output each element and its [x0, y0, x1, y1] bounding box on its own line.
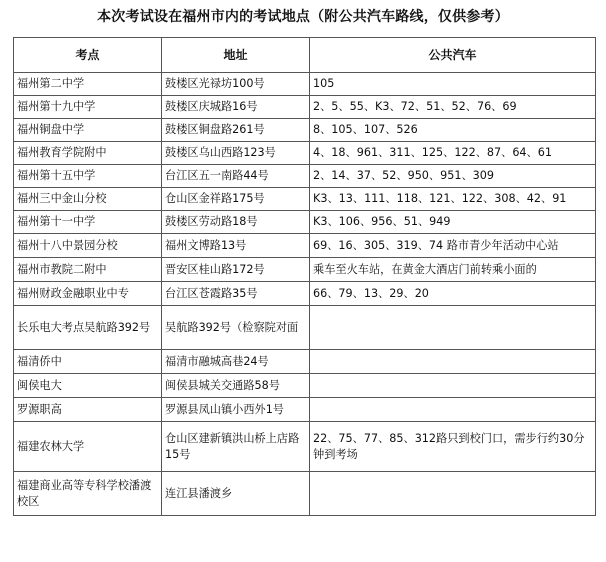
table-row — [14, 211, 596, 234]
header-address: 地址 — [162, 38, 310, 73]
table-header-row — [14, 38, 596, 73]
table-row — [14, 282, 596, 306]
table-row — [14, 258, 596, 282]
table-row — [14, 422, 596, 472]
site-cell: 福州十八中景园分校 — [14, 234, 162, 258]
site-cell: 福州第十九中学 — [14, 96, 162, 119]
address-cell: 晋安区桂山路172号 — [162, 258, 310, 282]
bus-cell — [310, 472, 596, 516]
address-cell: 台江区五一南路44号 — [162, 165, 310, 188]
site-cell: 福建商业高等专科学校潘渡校区 — [14, 472, 162, 516]
site-cell: 福州第十一中学 — [14, 211, 162, 234]
bus-cell: 2、5、55、K3、72、51、52、76、69 — [310, 96, 596, 119]
address-cell: 福州文博路13号 — [162, 234, 310, 258]
address-cell: 仓山区建新镇洪山桥上店路15号 — [162, 422, 310, 472]
address-cell: 仓山区金祥路175号 — [162, 188, 310, 211]
table-row — [14, 398, 596, 422]
bus-cell: 69、16、305、319、74 路市青少年活动中心站 — [310, 234, 596, 258]
site-cell: 福州财政金融职业中专 — [14, 282, 162, 306]
bus-cell: 2、14、37、52、950、951、309 — [310, 165, 596, 188]
header-bus: 公共汽车 — [310, 38, 596, 73]
table-row — [14, 188, 596, 211]
table-row — [14, 96, 596, 119]
table-row — [14, 119, 596, 142]
site-cell: 福州铜盘中学 — [14, 119, 162, 142]
page-title: 本次考试设在福州市内的考试地点（附公共汽车路线，仅供参考） — [97, 9, 509, 25]
table-row — [14, 142, 596, 165]
site-cell: 长乐电大考点吴航路392号 — [14, 306, 162, 350]
site-cell: 福州市教院二附中 — [14, 258, 162, 282]
bus-cell: 105 — [310, 73, 596, 96]
bus-cell — [310, 398, 596, 422]
table-row — [14, 374, 596, 398]
site-cell: 福州第十五中学 — [14, 165, 162, 188]
bus-cell: 乘车至火车站，在黄金大酒店门前转乘小面的 — [310, 258, 596, 282]
bus-cell: 66、79、13、29、20 — [310, 282, 596, 306]
bus-cell: 8、105、107、526 — [310, 119, 596, 142]
bus-cell: 22、75、77、85、312路只到校门口，需步行约30分钟到考场 — [310, 422, 596, 472]
bus-cell: K3、106、956、51、949 — [310, 211, 596, 234]
header-site: 考点 — [14, 38, 162, 73]
address-cell: 罗源县凤山镇小西外1号 — [162, 398, 310, 422]
table-row — [14, 165, 596, 188]
bus-cell — [310, 350, 596, 374]
address-cell: 鼓楼区乌山西路123号 — [162, 142, 310, 165]
bus-cell — [310, 374, 596, 398]
address-cell: 闽侯县城关交通路58号 — [162, 374, 310, 398]
address-cell: 连江县潘渡乡 — [162, 472, 310, 516]
bus-cell: 4、18、961、311、125、122、87、64、61 — [310, 142, 596, 165]
address-cell: 鼓楼区光禄坊100号 — [162, 73, 310, 96]
address-cell: 福清市融城高巷24号 — [162, 350, 310, 374]
bus-cell — [310, 306, 596, 350]
table-row — [14, 350, 596, 374]
site-cell: 闽侯电大 — [14, 374, 162, 398]
address-cell: 鼓楼区劳动路18号 — [162, 211, 310, 234]
site-cell: 罗源职高 — [14, 398, 162, 422]
site-cell: 福州三中金山分校 — [14, 188, 162, 211]
site-cell: 福建农林大学 — [14, 422, 162, 472]
address-cell: 台江区苍霞路35号 — [162, 282, 310, 306]
table-row — [14, 306, 596, 350]
address-cell: 鼓楼区铜盘路261号 — [162, 119, 310, 142]
table-row — [14, 472, 596, 516]
address-cell: 鼓楼区庆城路16号 — [162, 96, 310, 119]
site-cell: 福清侨中 — [14, 350, 162, 374]
site-cell: 福州第二中学 — [14, 73, 162, 96]
table-row — [14, 234, 596, 258]
table-row — [14, 73, 596, 96]
address-cell: 吴航路392号（检察院对面 — [162, 306, 310, 350]
site-cell: 福州教育学院附中 — [14, 142, 162, 165]
exam-sites-table — [13, 37, 596, 516]
bus-cell: K3、13、111、118、121、122、308、42、91 — [310, 188, 596, 211]
